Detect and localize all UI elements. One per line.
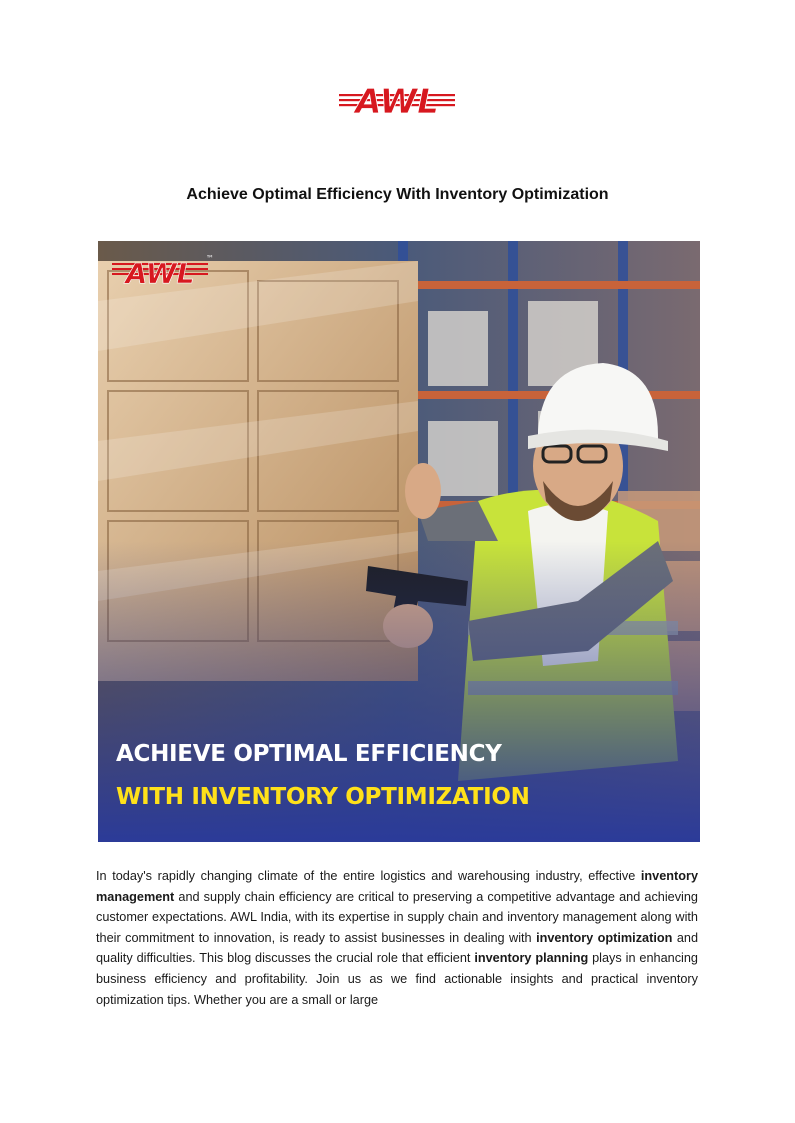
body-text-segment: In today's rapidly changing climate of the entire logistics and warehousing industry, effective: [96, 869, 641, 883]
hero-logo-text: AWL: [125, 257, 195, 290]
body-text-segment: and quality difficulties. This blog discusses the crucial role that efficient: [96, 930, 698, 966]
hero-caption-line2: WITH INVENTORY OPTIMIZATION: [116, 784, 530, 810]
article-title: Achieve Optimal Efficiency With Inventory Optimization: [186, 186, 609, 203]
trademark-symbol: ™: [206, 254, 214, 263]
bold-keyword: inventory planning: [474, 951, 589, 966]
body-paragraph: [96, 866, 698, 1010]
hero-image: [98, 241, 700, 842]
bold-keyword: inventory optimization: [536, 930, 673, 945]
bold-keyword: inventory management: [96, 869, 698, 904]
awl-logo-icon: [337, 80, 457, 120]
hero-caption-line1: ACHIEVE OPTIMAL EFFICIENCY: [116, 741, 502, 767]
body-text-segment: and supply chain efficiency are critical to preserving a competitive advantage and achieving customer expectations. AWL India, with its expertise in supply chain and inventory management along with their commitment to innovation, is ready to assist businesses in dealing with: [96, 889, 698, 945]
svg-text:AWL: AWL: [355, 82, 439, 120]
body-text-segment: plays in enhancing business efficiency and profitability. Join us as we find actionable insights and practical inventory optimization tips. Whether you are a small or large: [96, 951, 698, 1007]
